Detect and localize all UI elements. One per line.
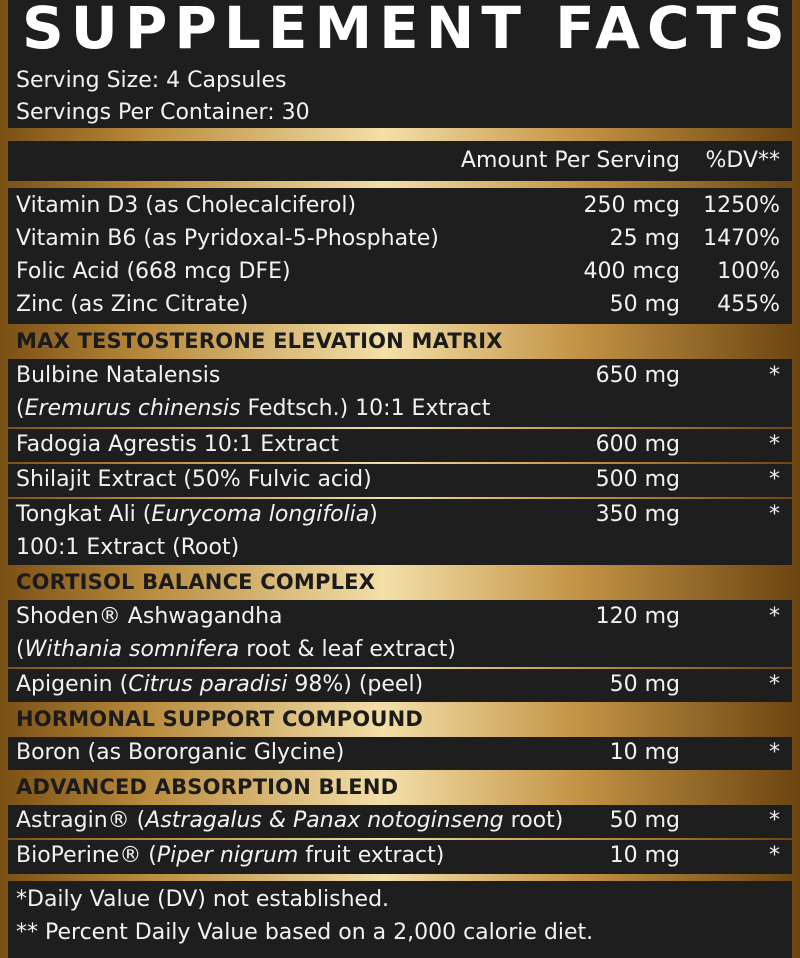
vitamin-name: Folic Acid (668 mcg DFE)	[16, 259, 291, 284]
ingredient-amount: 10 mg	[609, 740, 680, 765]
ingredient-row-shoden	[8, 600, 792, 667]
vitamin-amount: 50 mg	[609, 292, 680, 317]
ingredient-row-apigenin	[8, 669, 792, 702]
ingredient-dv: *	[769, 363, 780, 388]
ingredient-row-astragin	[8, 805, 792, 838]
ingredient-dv: *	[769, 432, 780, 457]
dv-header: %DV**	[705, 148, 780, 173]
vitamin-name: Zinc (as Zinc Citrate)	[16, 292, 249, 317]
vitamin-dv: 100%	[717, 259, 780, 284]
ingredient-name: Astragin® (Astragalus & Panax notoginseng root)	[16, 808, 564, 833]
ingredient-dv: *	[769, 502, 780, 527]
vitamin-dv: 1250%	[703, 193, 780, 218]
ingredient-amount: 350 mg	[595, 502, 680, 527]
ingredient-name: Boron (as Bororganic Glycine)	[16, 740, 345, 765]
ingredient-amount: 600 mg	[595, 432, 680, 457]
ingredient-name: Shilajit Extract (50% Fulvic acid)	[16, 467, 372, 492]
ingredient-dv: *	[769, 604, 780, 629]
ingredient-row-bioperine	[8, 840, 792, 874]
ingredient-subname: 100:1 Extract (Root)	[16, 535, 240, 560]
ingredient-row-bulbine	[8, 359, 792, 427]
servings-per-container: Servings Per Container: 30	[16, 100, 310, 125]
footnote: *Daily Value (DV) not established.	[16, 887, 390, 912]
ingredient-name: Bulbine Natalensis	[16, 363, 221, 388]
ingredient-name: Tongkat Ali (Eurycoma longifolia)	[16, 502, 378, 527]
ingredient-amount: 10 mg	[609, 843, 680, 868]
ingredient-amount: 50 mg	[609, 672, 680, 697]
ingredient-dv: *	[769, 467, 780, 492]
ingredient-amount: 120 mg	[595, 604, 680, 629]
ingredient-row-fadogia	[8, 429, 792, 462]
ingredient-row-shilajit	[8, 464, 792, 497]
header-panel	[8, 0, 792, 128]
vitamin-amount: 400 mcg	[583, 259, 680, 284]
section-header-hormonal: HORMONAL SUPPORT COMPOUND	[16, 707, 424, 731]
ingredient-amount: 500 mg	[595, 467, 680, 492]
vitamins-table	[8, 188, 792, 324]
ingredient-name: Fadogia Agrestis 10:1 Extract	[16, 432, 340, 457]
section-header-absorption: ADVANCED ABSORPTION BLEND	[16, 775, 399, 799]
ingredient-dv: *	[769, 740, 780, 765]
section-header-testosterone: MAX TESTOSTERONE ELEVATION MATRIX	[16, 329, 503, 353]
ingredient-name: Apigenin (Citrus paradisi 98%) (peel)	[16, 672, 424, 697]
ingredient-row-tongkat	[8, 499, 792, 565]
vitamin-dv: 1470%	[703, 226, 780, 251]
vitamin-amount: 25 mg	[609, 226, 680, 251]
amount-header: Amount Per Serving	[460, 148, 680, 173]
ingredient-subname: (Withania somnifera root & leaf extract)	[16, 637, 456, 662]
ingredient-dv: *	[769, 808, 780, 833]
vitamin-dv: 455%	[717, 292, 780, 317]
ingredient-dv: *	[769, 843, 780, 868]
column-header	[8, 141, 792, 181]
ingredient-subname: (Eremurus chinensis Fedtsch.) 10:1 Extract	[16, 396, 491, 421]
ingredient-dv: *	[769, 672, 780, 697]
ingredient-amount: 50 mg	[609, 808, 680, 833]
vitamin-name: Vitamin B6 (as Pyridoxal-5-Phosphate)	[16, 226, 439, 251]
ingredient-name: Shoden® Ashwagandha	[16, 604, 283, 629]
ingredient-amount: 650 mg	[595, 363, 680, 388]
serving-size: Serving Size: 4 Capsules	[16, 68, 287, 93]
section-header-cortisol: CORTISOL BALANCE COMPLEX	[16, 570, 376, 594]
vitamin-amount: 250 mcg	[583, 193, 680, 218]
footnotes-panel	[8, 881, 792, 958]
ingredient-name: BioPerine® (Piper nigrum fruit extract)	[16, 843, 445, 868]
vitamin-name: Vitamin D3 (as Cholecalciferol)	[16, 193, 357, 218]
ingredient-row-boron	[8, 737, 792, 770]
page-title: SUPPLEMENT FACTS	[22, 0, 792, 62]
footnote: ** Percent Daily Value based on a 2,000 calorie diet.	[16, 920, 594, 945]
